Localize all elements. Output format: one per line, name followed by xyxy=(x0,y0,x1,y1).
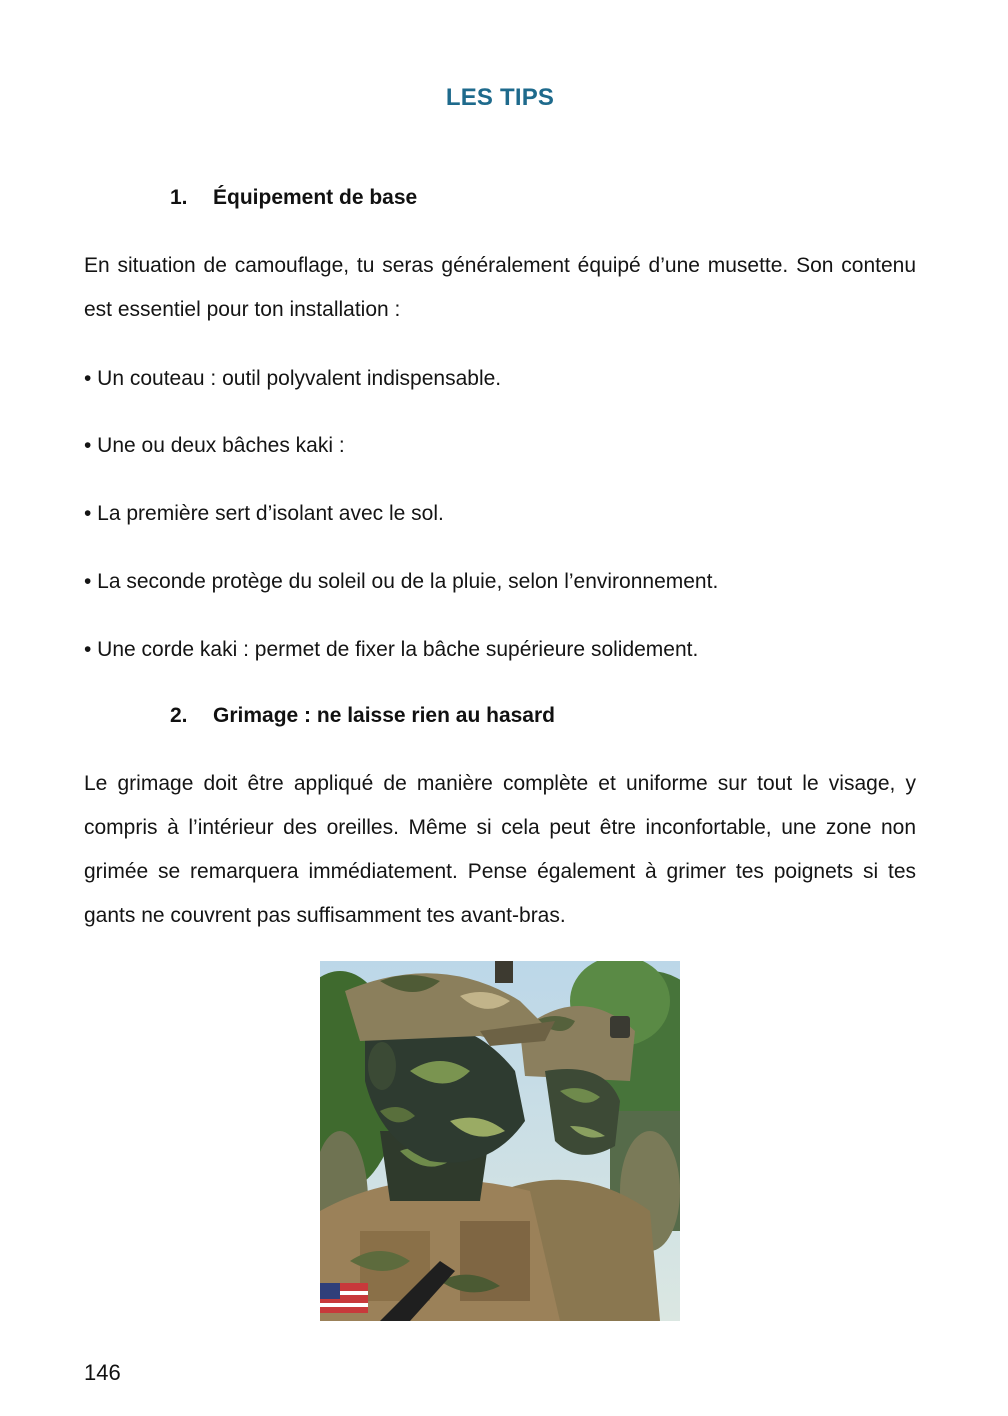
section-heading-text: Grimage : ne laisse rien au hasard xyxy=(213,704,555,727)
section-heading-equipement xyxy=(170,186,417,210)
section-number: 2. xyxy=(170,704,188,727)
list-item: • Une ou deux bâches kaki : xyxy=(84,434,345,457)
grimage-paragraph: Le grimage doit être appliqué de manière complète et uniforme sur tout le visage, y compris à l’intérieur des oreilles. Même si cela peut être inconfortable, une zone non grimée se remarquera immédiatement. Pense également à grimer tes poignets si tes gants ne couvrent pas suffisamment tes avant-bras. xyxy=(84,772,916,927)
list-item: • Une corde kaki : permet de fixer la bâche supérieure solidement. xyxy=(84,638,699,661)
list-item: • La première sert d’isolant avec le sol. xyxy=(84,502,444,525)
section-heading-grimage xyxy=(170,704,555,728)
page-title: LES TIPS xyxy=(445,84,555,111)
list-item: • Un couteau : outil polyvalent indispensable. xyxy=(84,367,502,390)
section-number: 1. xyxy=(170,186,188,209)
list-item: • La seconde protège du soleil ou de la pluie, selon l’environnement. xyxy=(84,570,719,593)
intro-paragraph: En situation de camouflage, tu seras généralement équipé d’une musette. Son contenu est essentiel pour ton installation : xyxy=(84,254,916,321)
page-number: 146 xyxy=(84,1360,121,1385)
camouflage-soldiers-photo xyxy=(320,961,680,1321)
section-heading-text: Équipement de base xyxy=(213,186,418,209)
